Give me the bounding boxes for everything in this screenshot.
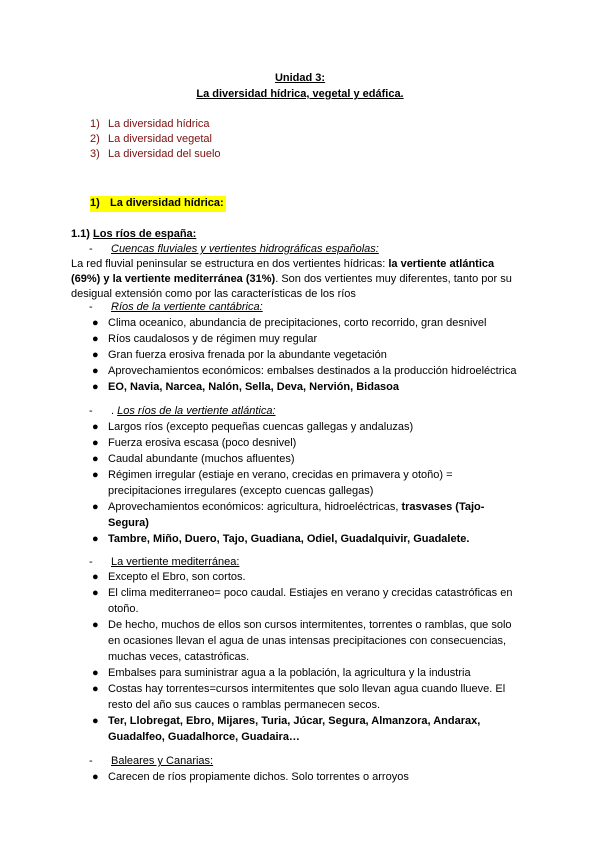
list-item-text: Guadalfeo, Guadalhorce, Guadaira…	[108, 731, 300, 743]
toc-num: 2)	[90, 133, 100, 145]
list-item-text: otoño.	[108, 603, 139, 615]
dash-prefix: .	[111, 405, 118, 417]
bullet: ●	[92, 453, 99, 465]
bullet: ●	[92, 771, 99, 783]
toc-item-1[interactable]	[90, 117, 210, 133]
dash-item-baleares	[89, 754, 213, 770]
dash-label: Ríos de la vertiente cantábrica:	[111, 301, 263, 313]
dash-marker: -	[89, 755, 93, 767]
toc-item-3[interactable]	[90, 147, 221, 163]
dash-label: Cuencas fluviales y vertientes hidrográficas españolas:	[111, 243, 379, 255]
bullet: ●	[92, 437, 99, 449]
list-item-text: Gran fuerza erosiva frenada por la abundante vegetación	[108, 349, 387, 361]
paragraph-bold: (69%) y la vertiente mediterránea (31%)	[71, 273, 276, 285]
bullet: ●	[92, 619, 99, 631]
list-item-text: Aprovechamientos económicos: agricultura, hidroeléctricas,	[108, 501, 402, 513]
list-item-text: en ocasiones llevan el agua de unas intensas precipitaciones con consecuencias,	[108, 635, 507, 647]
list-item-bold: trasvases (Tajo-	[401, 501, 485, 513]
bullet: ●	[92, 469, 99, 481]
subsection-label: Los ríos de españa:	[93, 228, 197, 240]
list-item-text: Fuerza erosiva escasa (poco desnivel)	[108, 437, 297, 449]
list-item-bold: Segura)	[108, 517, 149, 529]
list-item-text: muchas veces, catastróficas.	[108, 651, 250, 663]
list-item-text: Ter, Llobregat, Ebro, Mijares, Turia, Júcar, Segura, Almanzora, Andarax,	[108, 715, 481, 727]
dash-marker: -	[89, 405, 93, 417]
list-item-text: Excepto el Ebro, son cortos.	[108, 571, 246, 583]
bullet: ●	[92, 683, 99, 695]
dash-item-cuencas	[89, 242, 379, 258]
list-item-text: EO, Navia, Narcea, Nalón, Sella, Deva, Nervión, Bidasoa	[108, 381, 400, 393]
list-item-text: Ríos caudalosos y de régimen muy regular	[108, 333, 318, 345]
paragraph-text: . Son dos vertientes muy diferentes, tanto por su	[275, 273, 512, 285]
toc-label: La diversidad vegetal	[108, 133, 212, 145]
list-item-text: Embalses para suministrar agua a la población, la agricultura y la industria	[108, 667, 471, 679]
bullet: ●	[92, 381, 99, 393]
dash-label: Baleares y Canarias:	[111, 755, 214, 767]
dash-marker: -	[89, 243, 93, 255]
section-heading-highlighted	[90, 196, 226, 212]
section-label: La diversidad hídrica:	[110, 197, 224, 209]
list-item-text: Aprovechamientos económicos: embalses destinados a la producción hidroeléctrica	[108, 365, 517, 377]
dash-label: Los ríos de la vertiente atlántica:	[117, 405, 276, 417]
toc-label: La diversidad del suelo	[108, 148, 221, 160]
bullet: ●	[92, 349, 99, 361]
toc-num: 3)	[90, 148, 100, 160]
bullet: ●	[92, 365, 99, 377]
paragraph-line	[71, 272, 541, 288]
paragraph-line	[71, 257, 541, 273]
bullet: ●	[92, 571, 99, 583]
bullet: ●	[92, 333, 99, 345]
paragraph-text: La red fluvial peninsular se estructura en dos vertientes hídricas:	[71, 258, 389, 270]
list-item-text: El clima mediterraneo= poco caudal. Estiajes en verano y crecidas catastróficas en	[108, 587, 513, 599]
list-item-text: resto del año sus cauces o ramblas permanecen secos.	[108, 699, 381, 711]
dash-item-atlantica	[89, 404, 276, 420]
unit-title: Unidad 3:	[274, 72, 326, 84]
bullet: ●	[92, 421, 99, 433]
list-item-text: Caudal abundante (muchos afluentes)	[108, 453, 295, 465]
list-item-text: precipitaciones irregulares (excepto cuencas gallegas)	[108, 485, 374, 497]
list-item-text: Costas hay torrentes=cursos intermitentes que solo llevan agua cuando llueve. El	[108, 683, 506, 695]
bullet: ●	[92, 317, 99, 329]
list-item-text: Régimen irregular (estiaje en verano, crecidas en primavera y otoño) =	[108, 469, 453, 481]
dash-item-cantabrica	[89, 300, 263, 316]
paragraph-line: desigual extensión como por las características de los ríos	[71, 288, 356, 300]
bullet: ●	[92, 667, 99, 679]
list-item-text: De hecho, muchos de ellos son cursos intermitentes, torrentes o ramblas, que solo	[108, 619, 512, 631]
bullet: ●	[92, 533, 99, 545]
list-item-text: Carecen de ríos propiamente dichos. Solo torrentes o arroyos	[108, 771, 409, 783]
toc-label: La diversidad hídrica	[108, 118, 210, 130]
section-num: 1)	[90, 197, 100, 209]
list-item-text: Largos ríos (excepto pequeñas cuencas gallegas y andaluzas)	[108, 421, 414, 433]
bullet: ●	[92, 715, 99, 727]
bullet: ●	[92, 501, 99, 513]
toc-item-2[interactable]	[90, 132, 212, 148]
list-item-text: Tambre, Miño, Duero, Tajo, Guadiana, Odiel, Guadalquivir, Guadalete.	[108, 533, 470, 545]
list-item-text: Clima oceanico, abundancia de precipitaciones, corto recorrido, gran desnivel	[108, 317, 487, 329]
bullet: ●	[92, 587, 99, 599]
dash-marker: -	[89, 301, 93, 313]
dash-item-mediterranea	[89, 555, 239, 571]
dash-label: La vertiente mediterránea:	[111, 556, 240, 568]
unit-subtitle: La diversidad hídrica, vegetal y edáfica.	[196, 88, 404, 100]
dash-marker: -	[89, 556, 93, 568]
paragraph-bold: la vertiente atlántica	[388, 258, 495, 270]
subsection-num: 1.1)	[71, 228, 90, 240]
subsection-heading	[71, 227, 196, 243]
toc-num: 1)	[90, 118, 100, 130]
